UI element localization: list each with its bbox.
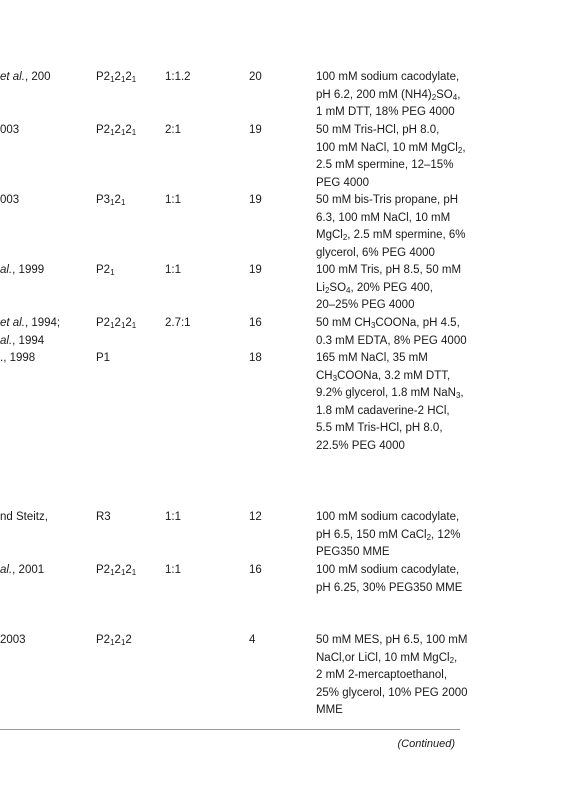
condition-line: 100 mM sodium cacodylate, [316,71,460,83]
condition-line: 20–25% PEG 4000 [316,299,415,312]
condition-line: 50 mM bis-Tris propane, pH [316,194,459,206]
reference-text: al., 1999 [0,264,45,276]
reference-text: al., 1994 [0,334,45,347]
ratio-cell: 2.7:1 [165,317,191,329]
reference-text: nd Steitz, [0,511,48,523]
ratio-cell: 1:1 [165,564,181,576]
condition-line: pH 6.25, 30% PEG350 MME [316,581,463,594]
space-group-cell: $P2_12_12_1$ [96,124,137,137]
conditions-cell [316,632,468,720]
condition-line: 9.2% glycerol, 1.8 mM NaN$_3$, [316,387,464,401]
condition-line: PEG350 MME [316,546,390,559]
ratio-cell: 2:1 [165,124,181,136]
condition-line: pH 6.2, 200 mM $(NH4)_2SO_4$, [316,88,461,102]
ratio-cell: 1:1.2 [165,71,191,83]
reference-cell [0,262,88,280]
condition-line: pH 6.5, 150 mM CaCl$_2$, 12% [316,528,461,542]
condition-line: 50 mM $CH_3COONa$, pH 4.5, [316,317,460,330]
condition-line: 5.5 mM Tris-HCl, pH 8.0, [316,422,443,435]
condition-line: 0.3 mM EDTA, 8% PEG 4000 [316,334,467,347]
condition-line: 6.3, 100 mM NaCl, 10 mM [316,211,451,224]
condition-line: 50 mM Tris-HCl, pH 8.0, [316,124,440,136]
temperature-cell: 19 [249,194,262,206]
condition-line: 165 mM NaCl, 35 mM [316,352,428,364]
condition-line: $CH_3COONa$, 3.2 mM DTT, [316,369,451,383]
reference-cell [0,122,88,140]
reference-text: 2003 [0,634,26,646]
reference-cell [0,350,88,368]
space-group-cell: $P3_12_1$ [96,194,126,207]
space-group-cell: $P2_12_12_1$ [96,564,137,577]
temperature-cell: 16 [249,317,262,329]
condition-line: 25% glycerol, 10% PEG 2000 [316,686,468,699]
reference-text: al., 2001 [0,564,45,576]
temperature-cell: 12 [249,511,262,523]
condition-line: MgCl$_2$, 2.5 mM spermine, 6% [316,229,466,243]
condition-line: 2 mM 2-mercaptoethanol, [316,669,448,682]
ratio-cell: 1:1 [165,194,181,206]
reference-text: et al., 200 [0,71,51,83]
ratio-cell: 1:1 [165,511,181,523]
reference-text: 003 [0,194,20,206]
condition-line: $Li_2SO_4$, 20% PEG 400, [316,281,433,295]
reference-cell [0,315,88,350]
reference-cell [0,509,88,527]
condition-line: 50 mM MES, pH 6.5, 100 mM [316,634,468,646]
space-group-cell: $P2_12_12_1$ [96,317,137,330]
space-group-cell: $P2_12_12_1$ [96,71,137,84]
reference-text: et al., 1994; [0,317,61,329]
condition-line: 1.8 mM cadaverine-2 HCl, [316,404,450,417]
conditions-cell [316,122,466,192]
condition-line: 2.5 mM spermine, 12–15% [316,159,454,172]
conditions-cell [316,262,462,315]
conditions-cell [316,562,462,597]
temperature-cell: 19 [249,264,262,276]
reference-cell [0,69,88,87]
continued-note: (Continued) [397,738,455,750]
temperature-cell: 18 [249,352,262,364]
reference-cell [0,562,88,580]
conditions-cell [316,350,462,456]
ratio-cell: 1:1 [165,264,181,276]
conditions-cell [316,315,467,350]
conditions-cell [316,192,466,262]
space-group-cell: $P2_12_12$ [96,634,132,647]
condition-line: 100 mM Tris, pH 8.5, 50 mM [316,264,462,276]
condition-line: PEG 4000 [316,176,370,189]
condition-line: MME [316,704,343,717]
temperature-cell: 20 [249,71,262,83]
conditions-cell [316,69,462,122]
condition-line: 1 mM DTT, 18% PEG 4000 [316,106,455,119]
condition-line: 22.5% PEG 4000 [316,439,405,452]
condition-line: 100 mM NaCl, 10 mM MgCl$_2$, [316,141,466,155]
reference-cell [0,632,88,650]
conditions-cell [316,509,462,562]
temperature-cell: 16 [249,564,262,576]
condition-line: NaCl,or LiCl, 10 mM MgCl$_2$, [316,651,458,665]
space-group-cell: P1 [96,352,111,364]
condition-line: 100 mM sodium cacodylate, [316,511,460,523]
temperature-cell: 19 [249,124,262,136]
space-group-cell: R3 [96,511,111,523]
space-group-cell: $P2_1$ [96,264,115,277]
reference-text: 003 [0,124,20,136]
temperature-cell: 4 [249,634,256,646]
condition-line: glycerol, 6% PEG 4000 [316,246,435,259]
condition-line: 100 mM sodium cacodylate, [316,564,460,576]
table-bottom-rule [0,729,460,730]
reference-cell [0,192,88,210]
reference-text: ., 1998 [0,352,36,364]
